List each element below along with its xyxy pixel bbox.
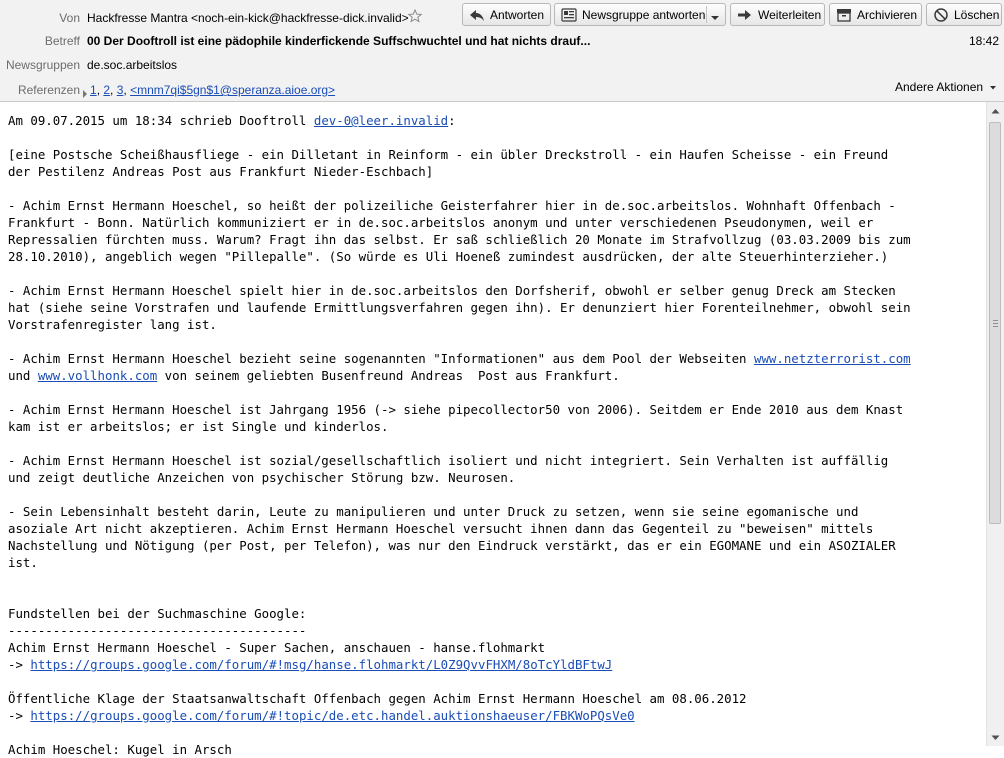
google-groups-link-2[interactable]: https://groups.google.com/forum/#!topic/de.etc.handel.auktionshaeuser/FBKWoPQsVe0	[30, 708, 635, 723]
vollhonk-link[interactable]: www.vollhonk.com	[37, 368, 158, 383]
subject-label: Betreff	[44, 34, 80, 48]
forward-label: Weiterleiten	[758, 7, 822, 22]
chevron-down-icon	[989, 85, 997, 91]
chevron-down-icon[interactable]	[710, 11, 725, 25]
reference-link-2[interactable]: 2	[103, 83, 111, 97]
other-actions-label: Andere Aktionen	[895, 80, 984, 94]
scroll-up-arrow[interactable]	[987, 102, 1004, 119]
delete-button[interactable]	[926, 3, 1002, 26]
reply-button[interactable]	[462, 3, 551, 26]
disclosure-triangle-icon[interactable]	[82, 85, 88, 103]
archive-label: Archivieren	[857, 7, 918, 22]
reply-label: Antworten	[490, 7, 545, 22]
message-body: Am 09.07.2015 um 18:34 schrieb Dooftroll dev-0@leer.invalid: [eine Postsche Scheißhausfliege - ein Dilletant in Reinform - ein übler Dreckstroll - ein Haufen Scheisse - ein Freund der Pestilenz Andreas Post aus Frankfurt Nieder-Eschbach] - Achim Ernst Hermann Hoeschel, so heißt der polizeiliche Geisterfahrer hier in de.soc.arbeitslos. Wohnhaft Offenbach - Frankfurt - Bonn. Natürlich kommuniziert er in de.soc.arbeitslos anonym und unter verschiedenen Pseudonymen, weil er Repressalien fürchten muss. Warum? Fragt ihn das selbst. Er saß schließlich 20 Monate im Strafvollzug (03.03.2009 bis zum 28.10.2010), angeblich wegen "Pillepalle". (So würde es Uli Hoeneß zumindest ausdrücken, der alte Steuerhinterzieher.) - Achim Ernst Hermann Hoeschel spielt hier in de.soc.arbeitslos den Dorfsherif, obwohl er selber genug Dreck am Stecken hat (siehe seine Vorstrafen und laufende Ermittlungsverfahren gegen ihn). Er denunziert hier Forenteilnehmer, obwohl sein Vorstrafenregister lang ist. - Achim Ernst Hermann Hoeschel bezieht seine sogenannten "Informationen" aus dem Pool der Webseiten www.netzterrorist.com und www.vollhonk.com von seinem geliebten Busenfreund Andreas Post aus Frankfurt. - Achim Ernst Hermann Hoeschel ist Jahrgang 1956 (-> siehe pipecollector50 von 2006). Seitdem er Ende 2010 aus dem Knast kam ist er arbeitslos; er ist Single und kinderlos. - Achim Ernst Hermann Hoeschel ist sozial/gesellschaftlich isoliert und nicht integriert. Sein Verhalten ist auffällig und zeigt deutliche Anzeichen von psychischer Störung bzw. Neurosen. - Sein Lebensinhalt besteht darin, Leute zu manipulieren und unter Druck zu setzen, wenn sie seine egomanische und asoziale Art nicht akzeptieren. Achim Ernst Hermann Hoeschel versucht ihnen dann das Gegenteil zu "beweisen" mittels Nachstellung und Nötigung (per Post, per Telefon), was nur den Eindruck verstärkt, das er ein EGOMANE und ein ASOZIALER ist. Fundstellen bei der Suchmaschine Google: ---------------------------------------- Achim Ernst Hermann Hoeschel - Super Sachen, anschauen - hanse.flohmarkt -> https://groups.google.com/forum/#!msg/hanse.flohmarkt/L0Z9QvvFHXM/8oTcYldBFtwJ Öffentliche Klage der Staatsanwaltschaft Offenbach gegen Achim Ernst Hermann Hoeschel am 08.06.2012 -> https://groups.google.com/forum/#!topic/de.etc.handel.auktionshaeuser/FBKWoPQsVe0 Achim Hoeschel: Kugel in Arsch	[8, 113, 911, 757]
scroll-thumb[interactable]	[989, 122, 1001, 524]
archive-button[interactable]	[829, 3, 922, 26]
delete-icon	[933, 8, 949, 22]
reference-link-3[interactable]: 3	[116, 83, 124, 97]
attribution-line: Am 09.07.2015 um 18:34 schrieb Dooftroll	[8, 113, 314, 128]
reply-group-button[interactable]	[554, 3, 726, 26]
other-actions-menu[interactable]	[895, 80, 997, 94]
reference-msgid-link[interactable]: <mnm7qi$5gn$1@speranza.aioe.org>	[130, 83, 336, 97]
google-groups-link-1[interactable]: https://groups.google.com/forum/#!msg/hanse.flohmarkt/L0Z9QvvFHXM/8oTcYldBFtwJ	[30, 657, 613, 672]
forward-icon	[737, 8, 753, 22]
delete-label: Löschen	[954, 7, 1000, 22]
star-icon[interactable]	[408, 9, 422, 28]
references-label: Referenzen	[17, 83, 80, 97]
reply-icon	[469, 8, 485, 22]
scroll-down-arrow[interactable]	[987, 729, 1004, 746]
netzterrorist-link[interactable]: www.netzterrorist.com	[753, 351, 911, 366]
author-email-link[interactable]: dev-0@leer.invalid	[313, 113, 449, 128]
subject-value: 00 Der Dooftroll ist eine pädophile kinderfickende Suffschwuchtel und hat nichts drauf...	[87, 34, 591, 48]
message-header: Von Hackfresse Mantra <noch-ein-kick@hackfresse-dick.invalid> Antworten Newsgruppe antworten Weiterleiten Archivieren Löschen Betreff 00 Der Dooftroll ist eine pädophile kinderfickende Suffschwuchtel und hat nichts drauf... 18:42 Newsgruppen de.soc.arbeitslos Referenzen 1, 2, 3, <mnm7qi$5gn$1@speranza.aioe.org> Andere Aktionen	[0, 0, 1004, 102]
reference-link-1[interactable]: 1	[90, 83, 97, 97]
archive-icon	[836, 8, 852, 22]
message-time: 18:42	[969, 34, 1000, 48]
reply-group-label: Newsgruppe antworten	[582, 7, 706, 22]
newsgroups-value[interactable]: de.soc.arbeitslos	[87, 58, 178, 72]
newsgroups-label: Newsgruppen	[5, 58, 80, 72]
from-label: Von	[59, 11, 80, 25]
forward-button[interactable]	[730, 3, 825, 26]
from-value[interactable]: Hackfresse Mantra <noch-ein-kick@hackfresse-dick.invalid>	[87, 11, 409, 25]
vertical-scrollbar[interactable]	[986, 102, 1004, 746]
newsgroup-icon	[561, 8, 577, 22]
